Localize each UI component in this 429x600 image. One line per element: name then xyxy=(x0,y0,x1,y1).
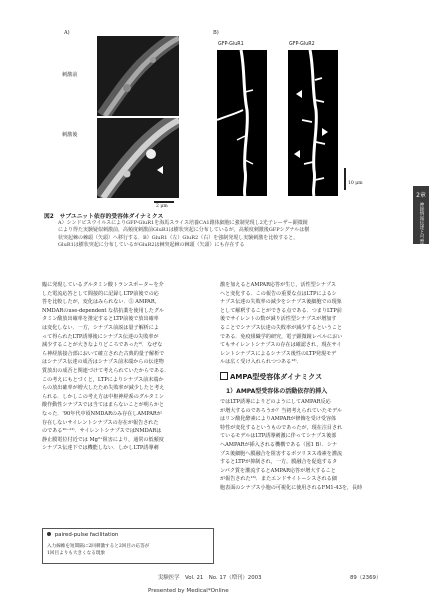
micrograph-before xyxy=(97,36,179,116)
presented-by: Presented by Medical*Online xyxy=(148,588,229,594)
text-line: 減少することが大きなよりどころであった⁹⁾．なぜな xyxy=(42,342,163,349)
micrograph-after xyxy=(97,118,179,198)
caption-line: 状突起棘の棘頭（矢頭）へ移行する．B）GluR1（左）GluR2（右）を強制発現し実験刺激を比較すると， xyxy=(58,234,299,241)
bullet-icon xyxy=(47,532,51,536)
text-line: プス後細胞へ膜融合を阻害するボツリヌス毒素を灌流 xyxy=(220,450,343,457)
b-left-title: GFP-GluR1 xyxy=(218,42,244,47)
caption-line: により得た実験疑似刺激前，高頻度刺激前GluR1は樹状突起に分布しているが，高頻度刺激後GFPシグナルは樹 xyxy=(58,227,310,234)
text-line: 静止膜電位付近では Mg²⁺阻害により，通常の低頻度 xyxy=(42,436,164,443)
text-line: この考えにもとづくと，LTPによりシナプス前末端か xyxy=(42,376,164,383)
caption-line: GluR1は樹状突起に分布しているがGluR2は棘突起棘の棘頭（矢頭）にも存在する xyxy=(58,242,245,249)
box-title: paired-pulse facilitation xyxy=(54,532,119,538)
text-line: へAMPARが挿入される機構である（図1 B）．シナ xyxy=(220,441,338,448)
right-column-2 xyxy=(220,398,392,493)
text-line: 後でサイレントの数が減り活性型シナプスが増加す xyxy=(220,316,337,323)
label-before: 刺激前 xyxy=(62,72,78,78)
text-line: はリン酸化酵素によりAMPARが修飾を受け受容体 xyxy=(220,416,337,423)
text-line: 特性が変化するというものであったが，現在注目され xyxy=(220,424,343,431)
section-number-icon xyxy=(220,372,228,380)
text-line: レントシナプスによるシナプス後性のLTP発現モデ xyxy=(220,350,337,357)
text-line: なった．'90年代中頃NMDARのみ存在しAMPARが xyxy=(42,410,162,417)
text-line: した電流応答として間接的に記録しLTP前後での応 xyxy=(42,290,159,297)
text-line: 質放出の成否と関連づけて考えられていたからである． xyxy=(42,367,170,374)
text-line: は変化しない．一方，シナプス前説は量子解析によ xyxy=(42,324,159,331)
scale-b-label: 10 μm xyxy=(348,181,363,186)
note-box xyxy=(42,528,214,564)
text-line: られる．しかしこの考え方は中枢神経系のグルタミン xyxy=(42,393,164,400)
chapter-tab xyxy=(413,186,429,248)
chapter-title: 神経情報伝達と可塑性 xyxy=(419,202,424,248)
panel-a-label: A) xyxy=(64,30,70,36)
panel-b-label: B) xyxy=(213,30,219,36)
text-line: ナプス伝達の失敗率の減少をシナプス後細胞での現象 xyxy=(220,299,342,306)
text-line: 存在しないサイレントシナプスの存在が報告された xyxy=(42,419,159,426)
text-line: ンパク質を灌流するとAMPAR応答が増大すること xyxy=(220,467,336,474)
text-line: タミン酸放出確率を推定するとLTP前後で放出確率 xyxy=(42,316,159,323)
text-line: ることでシナプス伝達の失敗率が減少するということ xyxy=(220,324,343,331)
box-line: 1回目よりも大きくなる現象 xyxy=(47,551,106,556)
text-line: てもサイレントシナプスの存在は確認され，現在サイ xyxy=(220,342,342,349)
text-line: へと変化する．この報告の重要な点はLTPによるシ xyxy=(220,290,337,297)
page-number: 89（2369） xyxy=(350,575,382,581)
text-line: シナプス伝達下では機能しない．しかしLTP誘導刺 xyxy=(42,445,159,452)
scale-a-label: 2 μm xyxy=(156,204,168,209)
text-line: ルは広く受け入れられつつある¹²⁾． xyxy=(220,359,302,366)
text-line: 臨に発現しているグルタミン酸トランスポーターを介 xyxy=(42,282,164,288)
text-line: ではLTP誘導によりどのようにしてAMPAR反応 xyxy=(220,399,331,405)
text-line: ているモデルはLTP誘導刺激に伴ってシナプス後部 xyxy=(220,433,337,440)
journal-footer: 実験医学 Vol. 21 No. 17（増刊）2003 xyxy=(158,575,262,581)
right-column xyxy=(220,281,392,367)
text-line: である．免疫組織学的研究，電子顕微鏡レベルにおい xyxy=(220,333,343,340)
subsection-heading: 1）AMPA型受容体の活動依存的挿入 xyxy=(226,388,328,395)
caption-line: A）シンドビスウイルスによりGFP-GluR1を海馬スライス培養CA1錐体細胞に強制発現し2光子レーザー顕微鏡 xyxy=(58,220,308,226)
label-after: 刺激後 xyxy=(62,132,78,138)
text-line: 答を比較したが，変化はみられない．⑤ AMPAR， xyxy=(42,299,160,306)
micrograph-glur1 xyxy=(217,50,267,196)
figure-caption xyxy=(58,220,309,250)
text-line: するとLTPが抑制され，一方，膜融合を促進するタ xyxy=(220,459,338,466)
text-line: らの放出確率が増大したため失敗率が減少したと考え xyxy=(42,385,165,392)
text-line: 激を加えるとAMPAR応答が生じ，活性型シナプス xyxy=(220,282,336,288)
section-heading: AMPA型受容体ダイナミクス xyxy=(220,372,322,382)
micrograph-glur2 xyxy=(288,50,338,196)
left-column xyxy=(42,281,212,453)
box-line: 入力線維を短間隔に2回刺激すると2回目の応答が xyxy=(47,544,150,549)
text-line: って得られたLTP誘導後にシナプス伝達の失敗率が xyxy=(42,333,159,340)
text-line: NMDARのuse-dependent な拮抗薬を使用したグル xyxy=(42,307,164,314)
figure-caption-title: 図2 サブユニット依存的受容体ダイナミクス xyxy=(44,214,164,220)
text-line: はシナプス伝達の成否はシナプス前末端からの伝達物 xyxy=(42,359,164,366)
scale-bar-b xyxy=(344,168,346,190)
text-line: が増大するのであろうか？当初考えられていたモデル xyxy=(220,407,342,414)
text-line: として解釈することができる点である．つまりLTP前 xyxy=(220,307,342,314)
b-right-title: GFP-GluR2 xyxy=(289,42,315,47)
chapter-number: 2章 xyxy=(416,192,426,199)
text-line: ら神経筋接合部において確立された古典的量子解析で xyxy=(42,350,165,357)
text-line: 胞表面のシナプス小胞の可視化に使用されるFM1-43を，長時 xyxy=(220,484,363,491)
text-line: 酸作動性シナプスでは当てはまらないことが明らかと xyxy=(42,402,165,409)
text-line: のである¹⁰⁻¹¹⁾．サイレントシナプスではNMDARは xyxy=(42,428,162,435)
text-line: が報告された¹³⁾．またエンドサイトーシスされる細 xyxy=(220,476,337,483)
